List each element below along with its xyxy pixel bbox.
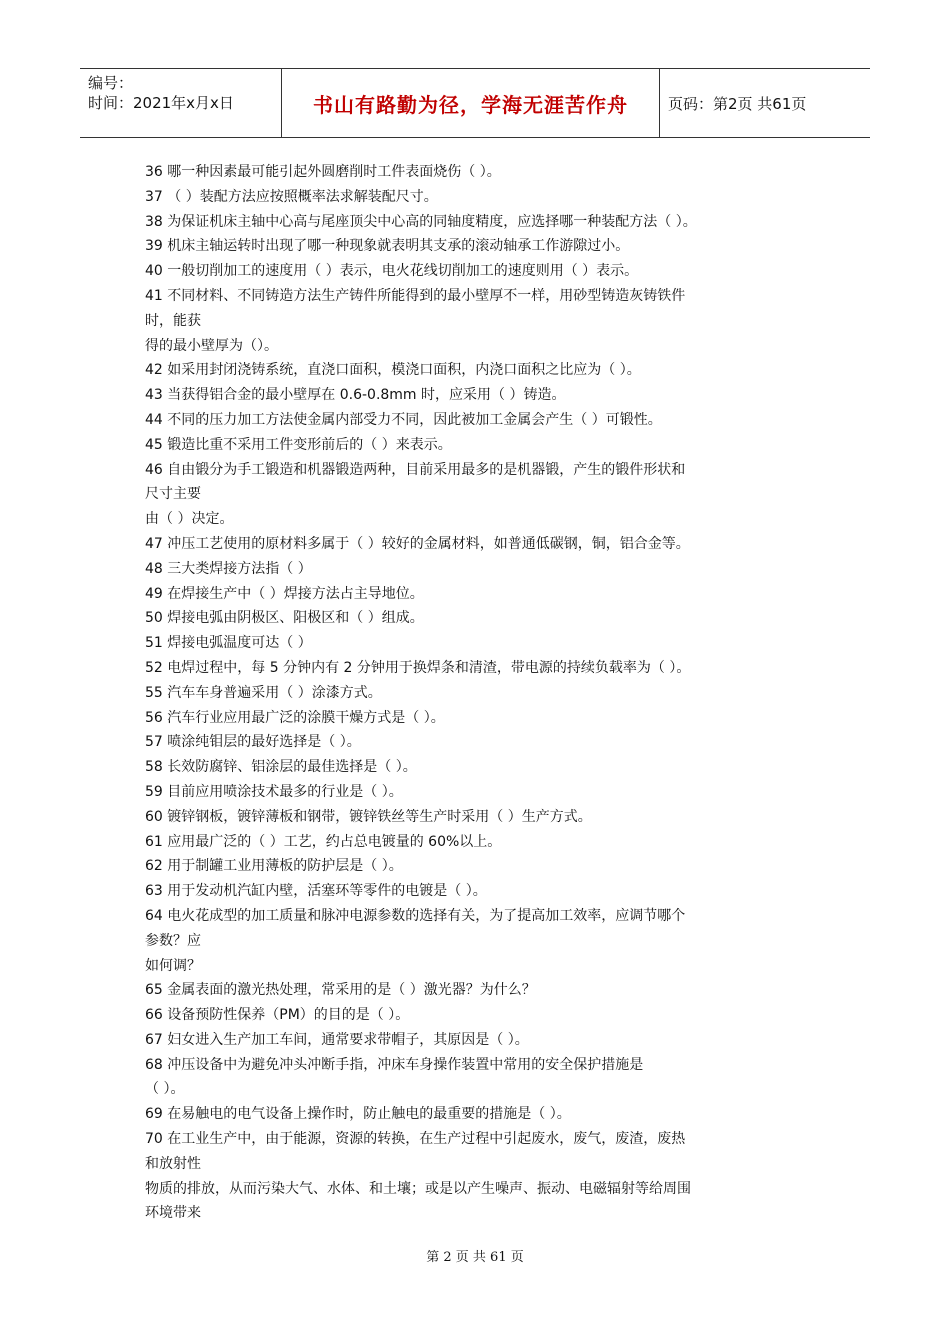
question-line: 48 三大类焊接方法指（ ） — [145, 560, 312, 577]
question-line: 47 冲压工艺使用的原材料多属于（ ）较好的金属材料，如普通低碳钢，铜，铝合金等。 — [145, 535, 690, 552]
question-line: 60 镀锌钢板，镀锌薄板和钢带，镀锌铁丝等生产时采用（ ）生产方式。 — [145, 808, 592, 825]
question-line: 42 如采用封闭浇铸系统，直浇口面积，模浇口面积，内浇口面积之比应为（ ）。 — [145, 362, 641, 379]
question-line: 44 不同的压力加工方法使金属内部受力不同，因此被加工金属会产生（ ）可锻性。 — [145, 411, 662, 428]
question-line: 37 （ ）装配方法应按照概率法求解装配尺寸。 — [145, 188, 438, 205]
question-list — [145, 160, 805, 1226]
question-line: 参数？应 — [145, 932, 201, 949]
question-line: 41 不同材料、不同铸造方法生产铸件所能得到的最小壁厚不一样，用砂型铸造灰铸铁件 — [145, 287, 686, 304]
question-line: 64 电火花成型的加工质量和脉冲电源参数的选择有关，为了提高加工效率，应调节哪个 — [145, 907, 686, 924]
question-line: 69 在易触电的电气设备上操作时，防止触电的最重要的措施是（ ）。 — [145, 1106, 571, 1123]
question-line: 55 汽车车身普遍采用（ ）涂漆方式。 — [145, 684, 382, 701]
header-info-cell — [80, 69, 282, 137]
question-line: 51 焊接电弧温度可达（ ） — [145, 635, 312, 652]
question-line: 61 应用最广泛的（ ）工艺，约占总电镀量的 60%以上。 — [145, 833, 502, 850]
question-line: 62 用于制罐工业用薄板的防护层是（ ）。 — [145, 858, 403, 875]
question-line: 物质的排放，从而污染大气、水体、和土壤；或是以产生噪声、振动、电磁辐射等给周围 — [145, 1180, 691, 1197]
question-line: 49 在焊接生产中（ ）焊接方法占主导地位。 — [145, 585, 424, 602]
question-line: 如何调？ — [145, 957, 201, 974]
page-header — [80, 68, 870, 138]
header-page-info: 页码：第2页 共61页 — [668, 94, 807, 113]
question-line: 67 妇女进入生产加工车间，通常要求带帽子，其原因是（ ）。 — [145, 1031, 529, 1048]
question-line: 环境带来 — [145, 1205, 201, 1222]
question-line: 59 目前应用喷涂技术最多的行业是（ ）。 — [145, 783, 403, 800]
question-line: 39 机床主轴运转时出现了哪一种现象就表明其支承的滚动轴承工作游隙过小。 — [145, 238, 630, 255]
question-line: 40 一般切削加工的速度用（ ）表示，电火花线切削加工的速度则用（ ）表示。 — [145, 263, 639, 280]
question-line: 66 设备预防性保养（PM）的目的是（ ）。 — [145, 1007, 410, 1024]
question-line: 57 喷涂纯钼层的最好选择是（ ）。 — [145, 734, 361, 751]
question-line: 68 冲压设备中为避免冲头冲断手指，冲床车身操作装置中常用的安全保护措施是 — [145, 1056, 644, 1073]
question-line: 58 长效防腐锌、铝涂层的最佳选择是（ ）。 — [145, 759, 417, 776]
question-line: 由（ ）决定。 — [145, 511, 234, 528]
question-line: （ ）。 — [145, 1081, 185, 1098]
question-line: 50 焊接电弧由阴极区、阳极区和（ ）组成。 — [145, 610, 424, 627]
question-line: 65 金属表面的激光热处理，常采用的是（ ）激光器？为什么？ — [145, 982, 536, 999]
question-line: 46 自由锻分为手工锻造和机器锻造两种，目前采用最多的是机器锻，产生的锻件形状和 — [145, 461, 686, 478]
question-line: 尺寸主要 — [145, 486, 201, 503]
question-line: 时，能获 — [145, 312, 201, 329]
question-line: 56 汽车行业应用最广泛的涂膜干燥方式是（ ）。 — [145, 709, 445, 726]
question-line: 和放射性 — [145, 1155, 201, 1172]
question-line: 70 在工业生产中，由于能源，资源的转换，在生产过程中引起废水，废气，废渣，废热 — [145, 1131, 686, 1148]
header-motto: 书山有路勤为径，学海无涯苦作舟 — [282, 69, 660, 137]
question-line: 45 锻造比重不采用工件变形前后的（ ）来表示。 — [145, 436, 452, 453]
question-line: 36 哪一种因素最可能引起外圆磨削时工件表面烧伤（ ）。 — [145, 164, 501, 180]
page-footer: 第 2 页 共 61 页 — [426, 1250, 524, 1265]
question-line: 38 为保证机床主轴中心高与尾座顶尖中心高的同轴度精度，应选择哪一种装配方法（ ）。 — [145, 213, 697, 230]
question-line: 得的最小壁厚为（）。 — [145, 337, 278, 354]
document-date-label: 时间：2021年x月x日 — [88, 94, 234, 112]
question-line: 52 电焊过程中，每 5 分钟内有 2 分钟用于换焊条和清渣，带电源的持续负载率为（ ）。 — [145, 659, 691, 676]
document-number-label: 编号： — [88, 74, 134, 92]
question-line: 63 用于发动机汽缸内壁，活塞环等零件的电镀是（ ）。 — [145, 883, 487, 900]
question-line: 43 当获得铝合金的最小壁厚在 0.6-0.8mm 时，应采用（ ）铸造。 — [145, 387, 566, 404]
